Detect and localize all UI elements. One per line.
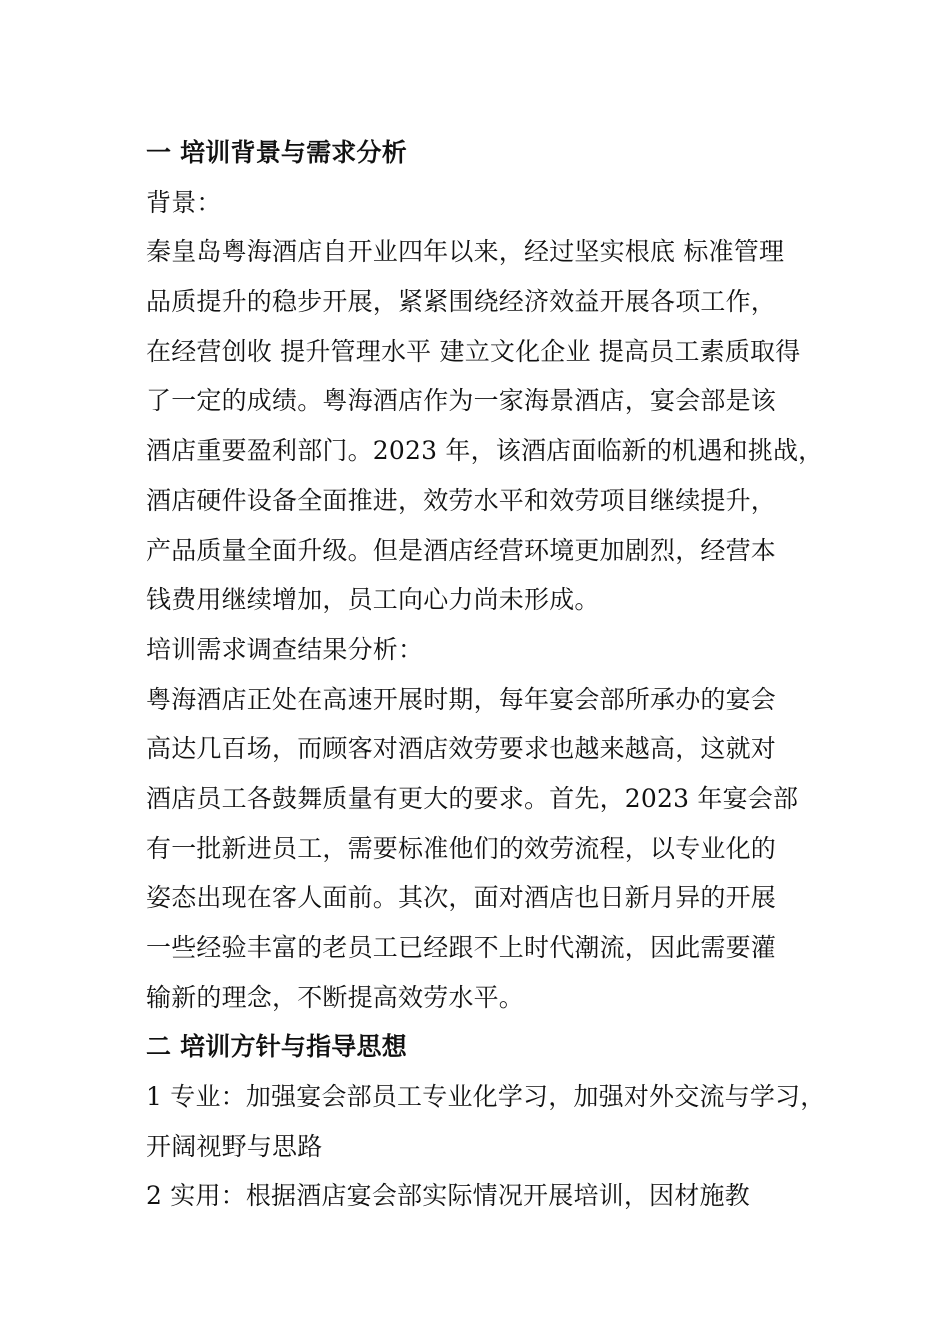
paragraph-line: 酒店硬件设备全面推进，效劳水平和效劳项目继续提升， bbox=[146, 485, 777, 515]
paragraph-line: 在经营创收 提升管理水平 建立文化企业 提高员工素质取得 bbox=[146, 336, 801, 366]
list-item-professional-continued: 开阔视野与思路 bbox=[146, 1131, 323, 1161]
paragraph-line: 品质提升的稳步开展，紧紧围绕经济效益开展各项工作， bbox=[146, 287, 777, 317]
paragraph-line: 有一批新进员工，需要标准他们的效劳流程，以专业化的 bbox=[146, 833, 777, 863]
section-heading-background: 一 培训背景与需求分析 bbox=[146, 138, 407, 167]
paragraph-line: 姿态出现在客人面前。其次，面对酒店也日新月异的开展 bbox=[146, 883, 777, 913]
paragraph-line: 一些经验丰富的老员工已经跟不上时代潮流，因此需要灌 bbox=[146, 933, 777, 962]
subheading-background-label: 背景： bbox=[146, 187, 222, 217]
subheading-needs-analysis-label: 培训需求调查结果分析： bbox=[146, 634, 424, 664]
list-item-practical: 2 实用：根据酒店宴会部实际情况开展培训，因材施教 bbox=[146, 1181, 750, 1211]
paragraph-line: 输新的理念，不断提高效劳水平。 bbox=[146, 982, 525, 1012]
section-heading-guidelines: 二 培训方针与指导思想 bbox=[146, 1032, 407, 1062]
document-body bbox=[146, 128, 826, 1221]
paragraph-line: 钱费用继续增加，员工向心力尚未形成。 bbox=[146, 585, 600, 615]
paragraph-line: 酒店重要盈利部门。2023 年，该酒店面临新的机遇和挑战， bbox=[146, 436, 824, 466]
paragraph-line: 粤海酒店正处在高速开展时期，每年宴会部所承办的宴会 bbox=[146, 684, 777, 714]
paragraph-line: 秦皇岛粤海酒店自开业四年以来，经过坚实根底 标准管理 bbox=[146, 237, 785, 267]
paragraph-line: 酒店员工各鼓舞质量有更大的要求。首先，2023 年宴会部 bbox=[146, 783, 799, 813]
paragraph-line: 产品质量全面升级。但是酒店经营环境更加剧烈，经营本 bbox=[146, 535, 777, 565]
paragraph-line: 高达几百场，而顾客对酒店效劳要求也越来越高，这就对 bbox=[146, 734, 777, 764]
list-item-professional: 1 专业：加强宴会部员工专业化学习，加强对外交流与学习， bbox=[146, 1082, 826, 1112]
paragraph-line: 了一定的成绩。粤海酒店作为一家海景酒店，宴会部是该 bbox=[146, 386, 777, 416]
